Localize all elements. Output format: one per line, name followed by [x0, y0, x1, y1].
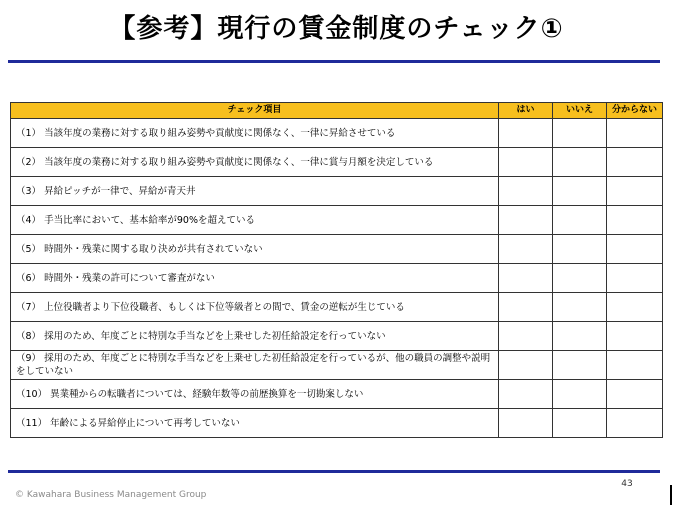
table-row [11, 351, 663, 380]
check-item-text: （6） 時間外・残業の許可について審査がない [11, 264, 499, 293]
header-yes: はい [499, 103, 553, 119]
answer-cell-unknown[interactable] [607, 409, 663, 438]
header-unknown: 分からない [607, 103, 663, 119]
answer-cell-unknown[interactable] [607, 351, 663, 380]
answer-cell-unknown[interactable] [607, 293, 663, 322]
check-item-text: （9） 採用のため、年度ごとに特別な手当などを上乗せした初任給設定を行っているが、他の職員の調整や説明をしていない [11, 351, 499, 380]
answer-cell-unknown[interactable] [607, 148, 663, 177]
copyright-text: © Kawahara Business Management Group [15, 490, 207, 500]
answer-cell-no[interactable] [553, 351, 607, 380]
answer-cell-no[interactable] [553, 380, 607, 409]
answer-cell-unknown[interactable] [607, 264, 663, 293]
answer-cell-no[interactable] [553, 148, 607, 177]
answer-cell-unknown[interactable] [607, 206, 663, 235]
answer-cell-yes[interactable] [499, 235, 553, 264]
answer-cell-yes[interactable] [499, 119, 553, 148]
check-item-text: （1） 当該年度の業務に対する取り組み姿勢や貢献度に関係なく、一律に昇給させている [11, 119, 499, 148]
answer-cell-yes[interactable] [499, 206, 553, 235]
answer-cell-no[interactable] [553, 322, 607, 351]
table-row [11, 206, 663, 235]
table-header-row [11, 103, 663, 119]
title-divider [8, 60, 660, 63]
table-row [11, 380, 663, 409]
check-item-text: （7） 上位役職者より下位役職者、もしくは下位等級者との間で、賃金の逆転が生じている [11, 293, 499, 322]
answer-cell-no[interactable] [553, 409, 607, 438]
answer-cell-unknown[interactable] [607, 177, 663, 206]
answer-cell-unknown[interactable] [607, 119, 663, 148]
check-item-text: （2） 当該年度の業務に対する取り組み姿勢や貢献度に関係なく、一律に賞与月額を決定している [11, 148, 499, 177]
answer-cell-no[interactable] [553, 293, 607, 322]
answer-cell-yes[interactable] [499, 148, 553, 177]
answer-cell-unknown[interactable] [607, 235, 663, 264]
checklist-table [10, 102, 663, 438]
table-row [11, 264, 663, 293]
check-item-text: （3） 昇給ピッチが一律で、昇給が青天井 [11, 177, 499, 206]
answer-cell-yes[interactable] [499, 264, 553, 293]
table-row [11, 119, 663, 148]
answer-cell-unknown[interactable] [607, 322, 663, 351]
answer-cell-no[interactable] [553, 177, 607, 206]
answer-cell-no[interactable] [553, 119, 607, 148]
answer-cell-yes[interactable] [499, 351, 553, 380]
table-row [11, 177, 663, 206]
table-row [11, 235, 663, 264]
answer-cell-yes[interactable] [499, 409, 553, 438]
check-item-text: （4） 手当比率において、基本給率が90%を超えている [11, 206, 499, 235]
footer-divider [8, 470, 660, 473]
corner-mark [670, 485, 672, 505]
check-item-text: （8） 採用のため、年度ごとに特別な手当などを上乗せした初任給設定を行っていない [11, 322, 499, 351]
check-item-text: （5） 時間外・残業に関する取り決めが共有されていない [11, 235, 499, 264]
answer-cell-yes[interactable] [499, 293, 553, 322]
answer-cell-unknown[interactable] [607, 380, 663, 409]
table-row [11, 409, 663, 438]
table-row [11, 148, 663, 177]
header-check-item: チェック項目 [11, 103, 499, 119]
answer-cell-no[interactable] [553, 206, 607, 235]
page-number: 43 [621, 479, 633, 489]
answer-cell-yes[interactable] [499, 380, 553, 409]
slide-title: 【参考】現行の賃金制度のチェック① [109, 14, 564, 44]
answer-cell-yes[interactable] [499, 322, 553, 351]
answer-cell-no[interactable] [553, 235, 607, 264]
table-row [11, 293, 663, 322]
answer-cell-yes[interactable] [499, 177, 553, 206]
check-item-text: （11） 年齢による昇給停止について再考していない [11, 409, 499, 438]
table-row [11, 322, 663, 351]
check-item-text: （10） 異業種からの転職者については、経験年数等の前歴換算を一切勘案しない [11, 380, 499, 409]
header-no: いいえ [553, 103, 607, 119]
answer-cell-no[interactable] [553, 264, 607, 293]
